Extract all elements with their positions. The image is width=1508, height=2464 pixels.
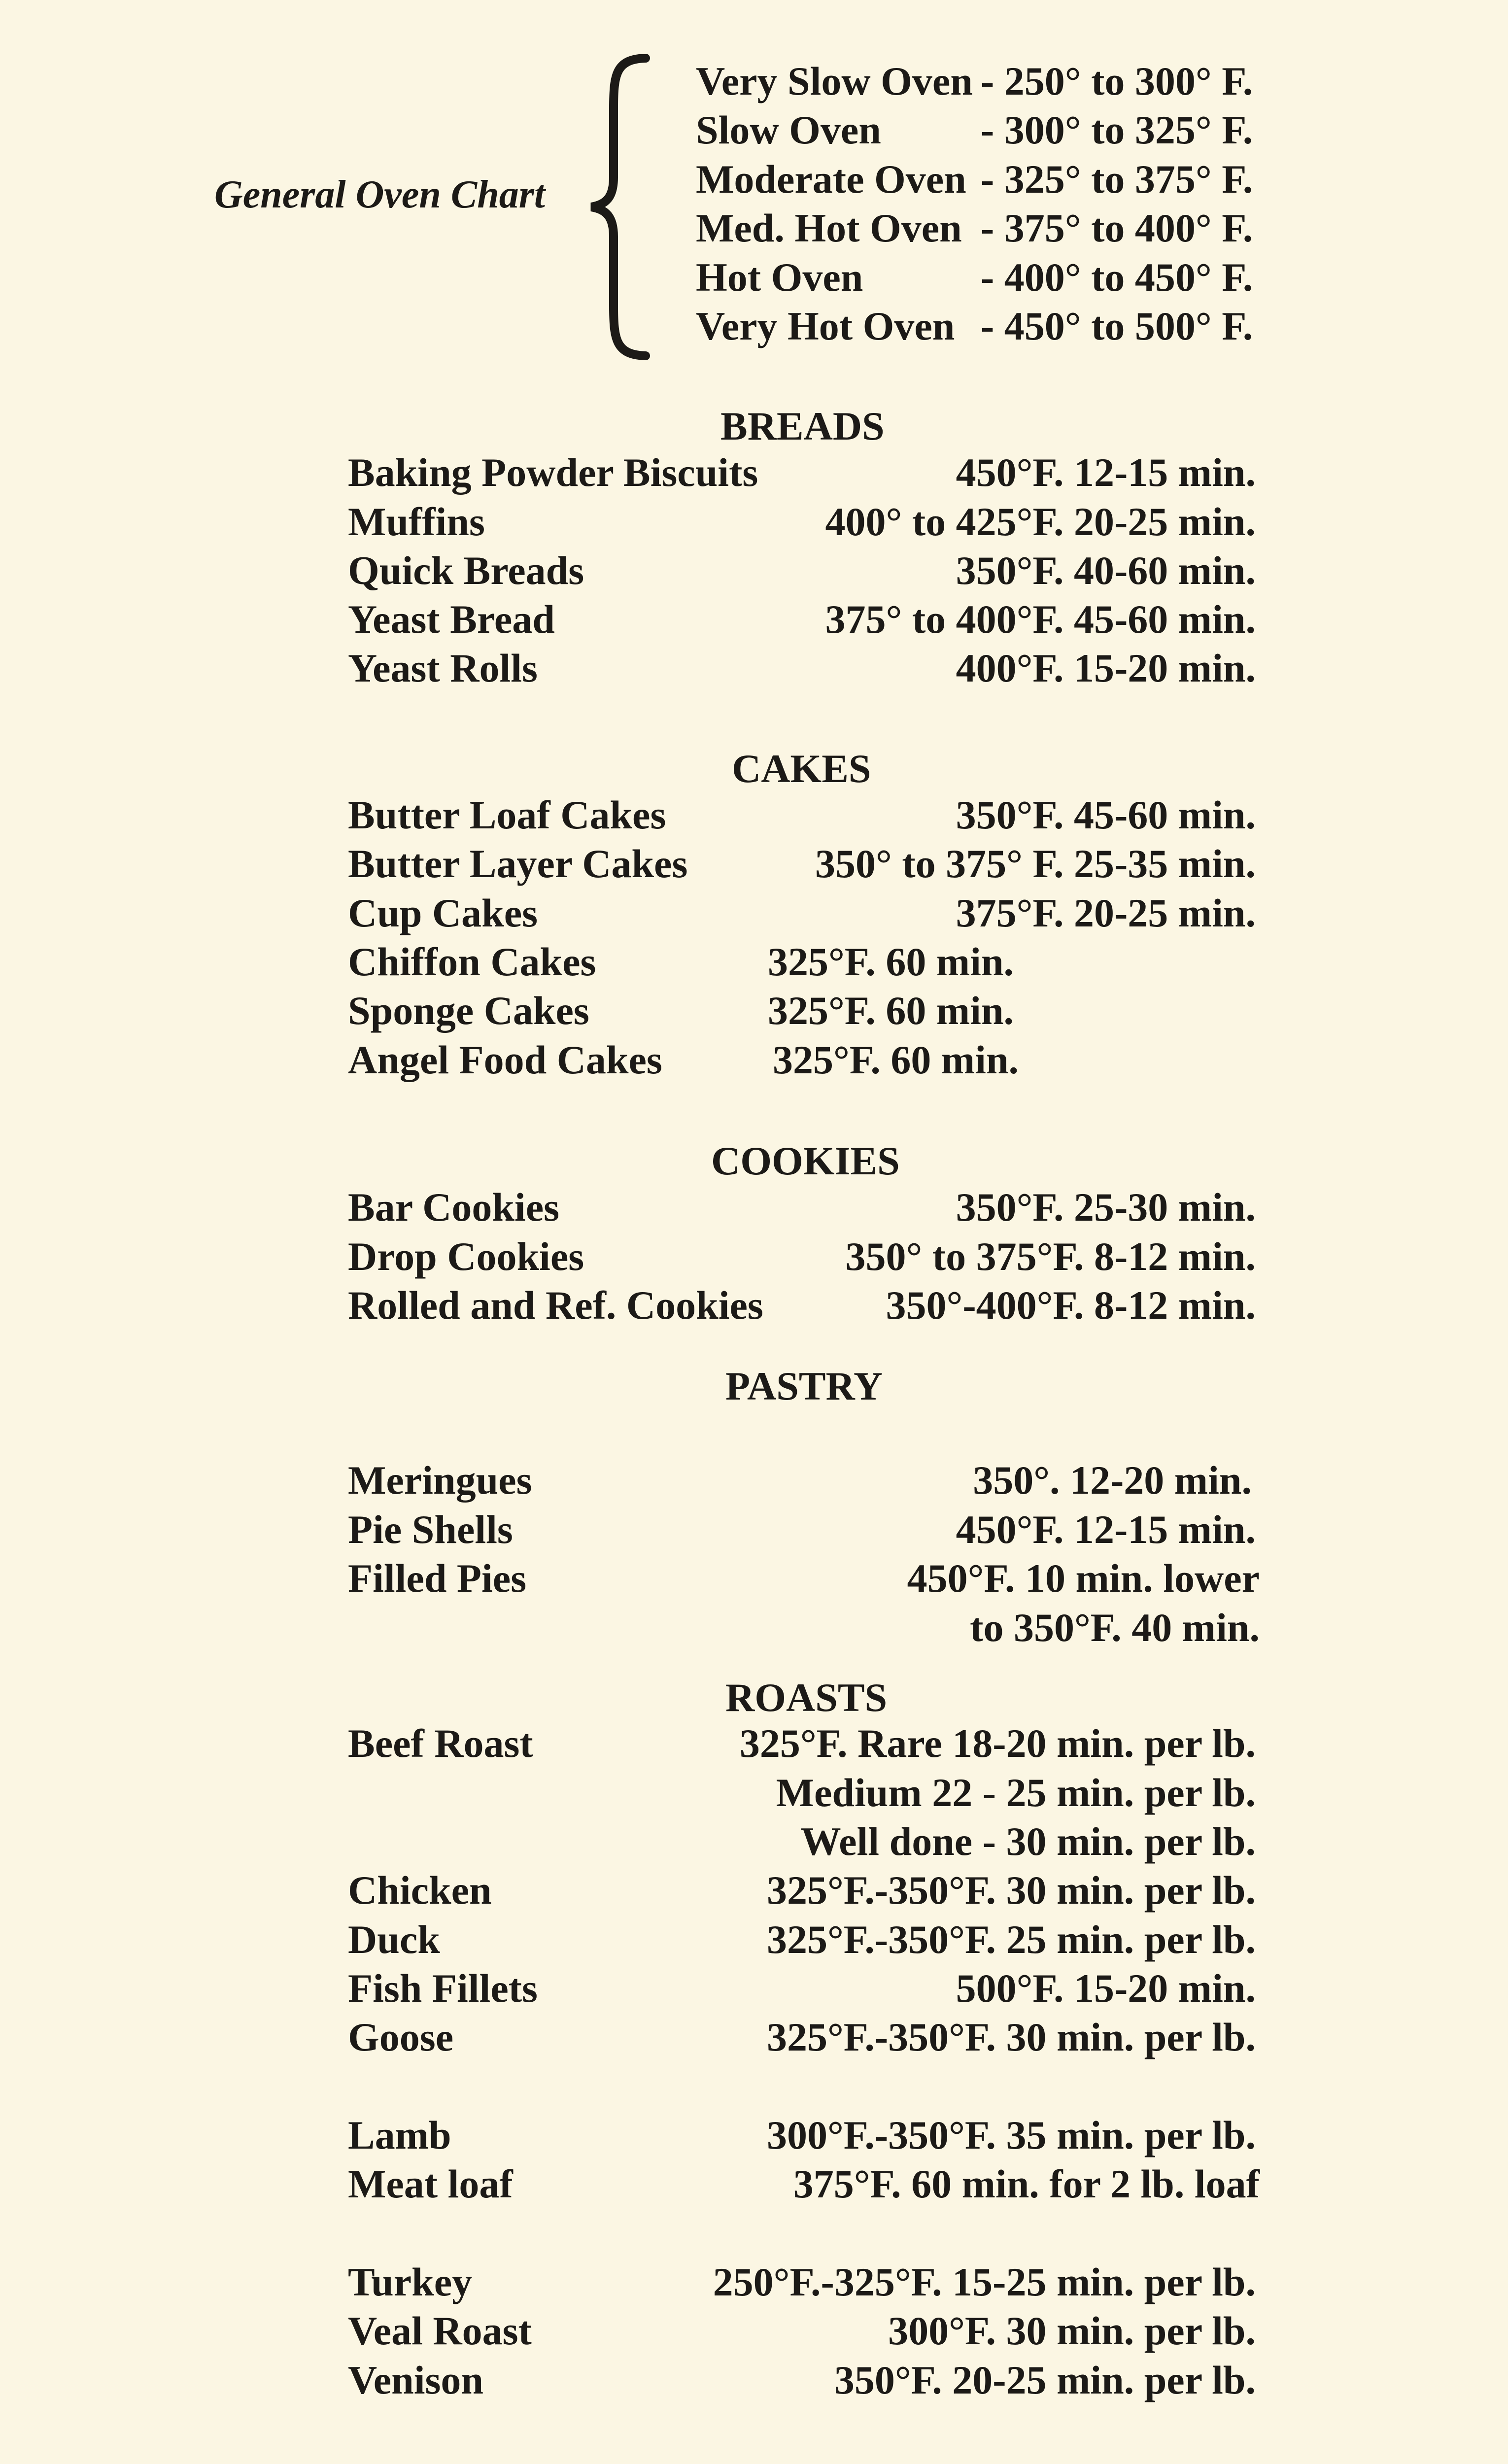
cakes-item-name: Butter Loaf Cakes (348, 792, 666, 837)
breads-item-value: 375° to 400°F. 45-60 min. (825, 597, 1256, 642)
oven-range-1: - 250° to 300° F. (981, 59, 1253, 103)
oven-range-3: - 325° to 375° F. (981, 157, 1253, 202)
oven-type-1: Very Slow Oven (696, 59, 973, 103)
breads-item-name: Baking Powder Biscuits (348, 450, 758, 495)
cookies-item-value: 350°F. 25-30 min. (956, 1185, 1256, 1230)
cakes-item-value: 350°F. 45-60 min. (956, 792, 1256, 837)
oven-type-6: Very Hot Oven (696, 304, 955, 348)
pastry-item-name: Meringues (348, 1458, 532, 1503)
breads-item-value: 450°F. 12-15 min. (956, 450, 1256, 495)
cakes-item-value: 325°F. 60 min. (773, 1037, 1019, 1082)
roasts-item-value-cont: Medium 22 - 25 min. per lb. (776, 1770, 1256, 1815)
roasts-item-name: Turkey (348, 2259, 473, 2304)
cakes-item-value: 350° to 375° F. 25-35 min. (815, 841, 1256, 886)
roasts-item-name: Meat loaf (348, 2161, 513, 2206)
roasts-item-value: 325°F.-350°F. 30 min. per lb. (766, 2015, 1256, 2059)
pastry-item-value: 450°F. 12-15 min. (956, 1507, 1256, 1552)
section-heading-roasts: ROASTS (725, 1675, 888, 1720)
cakes-item-value: 325°F. 60 min. (768, 939, 1014, 984)
roasts-item-value: 250°F.-325°F. 15-25 min. per lb. (713, 2259, 1256, 2304)
cookies-item-name: Rolled and Ref. Cookies (348, 1283, 763, 1328)
cakes-item-value: 375°F. 20-25 min. (956, 890, 1256, 935)
oven-type-2: Slow Oven (696, 107, 881, 152)
pastry-item-name: Filled Pies (348, 1556, 527, 1601)
pastry-item-value: 350°. 12-20 min. (973, 1458, 1252, 1503)
roasts-item-value: 325°F.-350°F. 30 min. per lb. (766, 1868, 1256, 1913)
cookies-item-value: 350°-400°F. 8-12 min. (886, 1283, 1256, 1328)
cookies-item-name: Bar Cookies (348, 1185, 560, 1230)
roasts-item-name: Venison (348, 2358, 483, 2402)
cakes-item-name: Cup Cakes (348, 890, 538, 935)
cakes-item-name: Butter Layer Cakes (348, 841, 688, 886)
section-heading-breads: BREADS (720, 404, 885, 448)
pastry-item-name: Pie Shells (348, 1507, 513, 1552)
cookies-item-value: 350° to 375°F. 8-12 min. (845, 1234, 1256, 1279)
section-heading-cakes: CAKES (732, 746, 871, 791)
cakes-item-value: 325°F. 60 min. (768, 988, 1014, 1033)
breads-item-name: Quick Breads (348, 548, 584, 593)
section-heading-pastry: PASTRY (725, 1364, 883, 1408)
roasts-item-name: Beef Roast (348, 1721, 533, 1766)
roasts-item-value: 375°F. 60 min. for 2 lb. loaf (793, 2161, 1260, 2206)
cakes-item-name: Sponge Cakes (348, 988, 589, 1033)
oven-type-4: Med. Hot Oven (696, 205, 962, 250)
roasts-item-name: Chicken (348, 1868, 492, 1913)
roasts-item-value: 325°F.-350°F. 25 min. per lb. (766, 1917, 1256, 1962)
oven-range-6: - 450° to 500° F. (981, 304, 1253, 348)
breads-item-value: 350°F. 40-60 min. (956, 548, 1256, 593)
cakes-item-name: Angel Food Cakes (348, 1037, 662, 1082)
breads-item-value: 400° to 425°F. 20-25 min. (825, 499, 1256, 544)
oven-range-4: - 375° to 400° F. (981, 205, 1253, 250)
roasts-item-name: Duck (348, 1917, 440, 1962)
roasts-item-value: 300°F. 30 min. per lb. (888, 2308, 1256, 2353)
roasts-item-value: 350°F. 20-25 min. per lb. (834, 2358, 1256, 2402)
roasts-item-name: Fish Fillets (348, 1966, 538, 2011)
oven-range-5: - 400° to 450° F. (981, 255, 1253, 300)
roasts-item-value-cont: Well done - 30 min. per lb. (800, 1819, 1256, 1864)
roasts-item-value: 325°F. Rare 18-20 min. per lb. (739, 1721, 1256, 1766)
breads-item-name: Yeast Bread (348, 597, 555, 642)
cakes-item-name: Chiffon Cakes (348, 939, 596, 984)
breads-item-name: Muffins (348, 499, 485, 544)
oven-type-3: Moderate Oven (696, 157, 966, 202)
curly-brace-icon (586, 54, 655, 360)
cookies-item-name: Drop Cookies (348, 1234, 584, 1279)
breads-item-value: 400°F. 15-20 min. (956, 646, 1256, 690)
pastry-item-value: 450°F. 10 min. lower (907, 1556, 1260, 1601)
roasts-item-value: 500°F. 15-20 min. (956, 1966, 1256, 2011)
breads-item-name: Yeast Rolls (348, 646, 538, 690)
oven-type-5: Hot Oven (696, 255, 863, 300)
roasts-item-value: 300°F.-350°F. 35 min. per lb. (766, 2113, 1256, 2157)
roasts-item-name: Goose (348, 2015, 454, 2059)
pastry-item-value-cont: to 350°F. 40 min. (970, 1605, 1260, 1650)
roasts-item-name: Lamb (348, 2113, 451, 2157)
oven-chart-label: General Oven Chart (214, 173, 546, 216)
roasts-item-name: Veal Roast (348, 2308, 532, 2353)
oven-range-2: - 300° to 325° F. (981, 107, 1253, 152)
section-heading-cookies: COOKIES (711, 1138, 900, 1183)
